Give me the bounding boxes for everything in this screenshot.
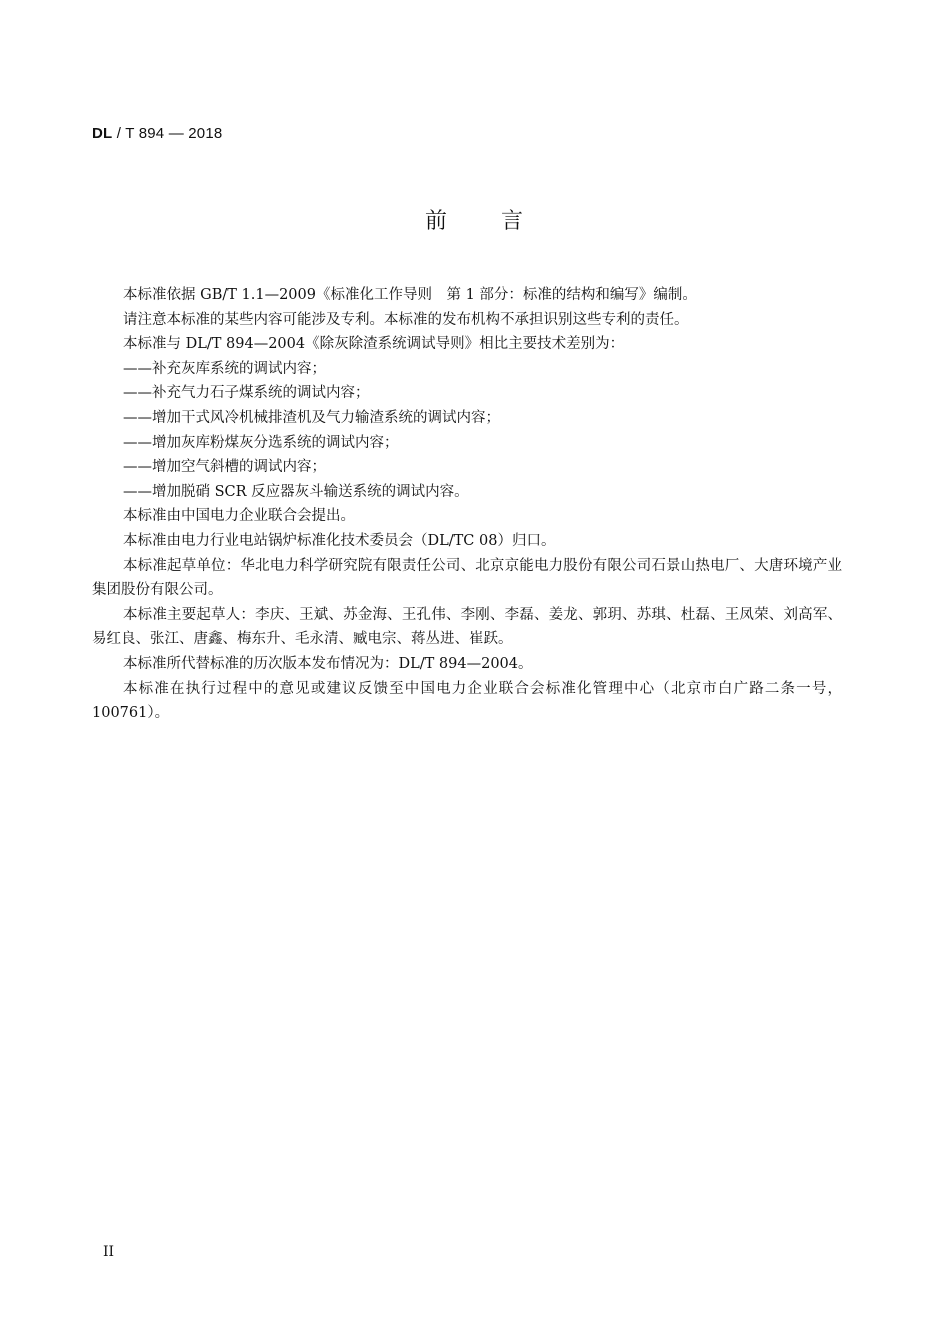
paragraph-patent-notice: 请注意本标准的某些内容可能涉及专利。本标准的发布机构不承担识别这些专利的责任。 — [123, 311, 689, 328]
page-title — [0, 204, 950, 235]
standard-code-number: / T 894 — 2018 — [112, 125, 223, 142]
standard-code — [92, 125, 222, 142]
paragraph-previous-editions: 本标准所代替标准的历次版本发布情况为：DL/T 894—2004。 — [123, 655, 533, 672]
page-title-char-1: 前 — [424, 209, 449, 234]
list-item: ——增加灰库粉煤灰分选系统的调试内容； — [123, 434, 399, 451]
paragraph-proposer: 本标准由中国电力企业联合会提出。 — [123, 508, 355, 525]
paragraph-committee: 本标准由电力行业电站锅炉标准化技术委员会（DL/TC 08）归口。 — [123, 532, 556, 549]
list-item: ——补充气力石子煤系统的调试内容； — [123, 385, 370, 402]
paragraph-changes-intro: 本标准与 DL/T 894—2004《除灰除渣系统调试导则》相比主要技术差别为： — [123, 336, 625, 353]
paragraph-feedback: 本标准在执行过程中的意见或建议反馈至中国电力企业联合会标准化管理中心（北京市白广路二条一号，100761）。 — [92, 680, 842, 722]
page-title-char-2: 言 — [501, 209, 526, 234]
paragraph-drafters: 本标准主要起草人：李庆、王斌、苏金海、王孔伟、李刚、李磊、姜龙、郭玥、苏琪、杜磊、王凤荣、刘高军、易红良、张江、唐鑫、梅东升、毛永清、臧电宗、蒋丛进、崔跃。 — [92, 606, 842, 648]
paragraph-basis: 本标准依据 GB/T 1.1—2009《标准化工作导则 第 1 部分：标准的结构和编写》编制。 — [123, 287, 697, 303]
page-number: II — [103, 1244, 115, 1260]
paragraph-drafting-units: 本标准起草单位：华北电力科学研究院有限责任公司、北京京能电力股份有限公司石景山热电厂、大唐环境产业集团股份有限公司。 — [92, 557, 842, 599]
list-item: ——增加脱硝 SCR 反应器灰斗输送系统的调试内容。 — [123, 483, 469, 500]
list-item: ——增加干式风冷机械排渣机及气力输渣系统的调试内容； — [123, 409, 500, 426]
list-item: ——补充灰库系统的调试内容； — [123, 360, 326, 377]
list-item: ——增加空气斜槽的调试内容； — [123, 459, 326, 476]
standard-code-prefix: DL — [92, 125, 113, 142]
foreword-body — [92, 283, 842, 726]
